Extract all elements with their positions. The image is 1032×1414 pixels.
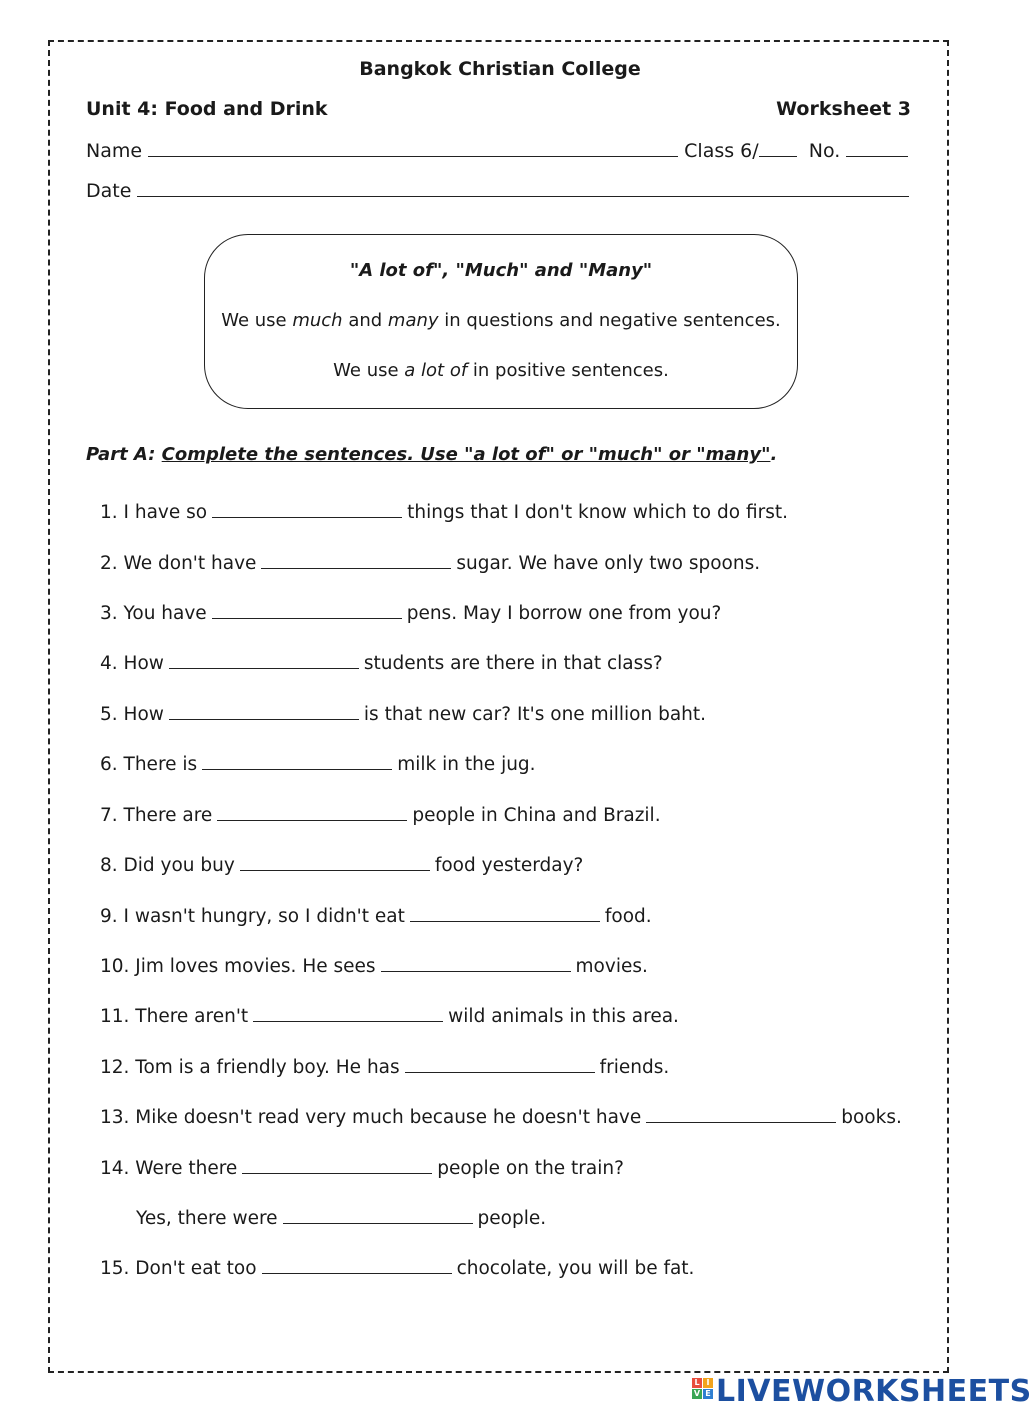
answer-blank[interactable]: [212, 601, 402, 619]
question-row: [100, 1256, 694, 1279]
badge-letter: E: [703, 1389, 713, 1399]
question-text-before: 13. Mike doesn't read very much because he doesn't have: [100, 1107, 642, 1128]
question-text-before: 3. You have: [100, 603, 207, 624]
question-row: [136, 1206, 546, 1229]
question-text-after: is that new car? It's one million baht.: [363, 704, 707, 725]
question-text-after: friends.: [599, 1057, 670, 1078]
question-row: [100, 1055, 669, 1078]
answer-blank[interactable]: [405, 1055, 595, 1073]
rule-keyword-a-lot-of: a lot of: [404, 360, 468, 381]
answer-blank[interactable]: [262, 1256, 452, 1274]
answer-blank[interactable]: [212, 500, 402, 518]
school-name: Bangkok Christian College: [359, 58, 641, 80]
question-text-after: people in China and Brazil.: [412, 805, 661, 826]
question-text-after: chocolate, you will be fat.: [456, 1258, 695, 1279]
rule-text: in positive sentences.: [467, 360, 669, 381]
name-row: [86, 138, 908, 162]
question-text-before: 14. Were there: [100, 1158, 238, 1179]
rule-text: and: [342, 310, 388, 331]
question-text-before: 11. There aren't: [100, 1006, 249, 1027]
name-field[interactable]: [148, 138, 678, 157]
rule-text: in questions and negative sentences.: [438, 310, 781, 331]
answer-blank[interactable]: [240, 853, 430, 871]
class-field[interactable]: [759, 138, 797, 157]
question-row: [100, 752, 536, 775]
question-text-after: wild animals in this area.: [448, 1006, 679, 1027]
question-row: [100, 601, 721, 624]
class-label: Class 6/: [684, 140, 759, 162]
question-row: [100, 803, 661, 826]
question-text-before: 7. There are: [100, 805, 213, 826]
question-row: [100, 1156, 624, 1179]
question-row: [100, 1004, 679, 1027]
question-text-before: 6. There is: [100, 754, 198, 775]
question-text-before: 8. Did you buy: [100, 855, 235, 876]
question-row: [100, 551, 760, 574]
answer-blank[interactable]: [217, 803, 407, 821]
question-text-before: 10. Jim loves movies. He sees: [100, 956, 376, 977]
question-row: [100, 904, 652, 927]
question-text-after: milk in the jug.: [397, 754, 536, 775]
part-a-instruction: Complete the sentences. Use "a lot of" or "much" or "many": [161, 444, 771, 465]
question-text-after: food.: [604, 906, 652, 927]
question-row: [100, 651, 663, 674]
question-row: [100, 702, 706, 725]
answer-blank[interactable]: [169, 702, 359, 720]
question-text-after: students are there in that class?: [363, 653, 663, 674]
date-row: [86, 178, 909, 202]
unit-title: Unit 4: Food and Drink: [86, 98, 328, 120]
question-text-before: Yes, there were: [136, 1208, 278, 1229]
badge-letter: L: [692, 1378, 702, 1388]
no-field[interactable]: [846, 138, 908, 157]
question-row: [100, 954, 648, 977]
answer-blank[interactable]: [242, 1156, 432, 1174]
question-text-after: pens. May I borrow one from you?: [406, 603, 722, 624]
question-row: [100, 853, 583, 876]
question-text-after: sugar. We have only two spoons.: [456, 553, 761, 574]
badge-letter: V: [693, 1389, 701, 1398]
date-field[interactable]: [137, 178, 909, 197]
question-text-before: 9. I wasn't hungry, so I didn't eat: [100, 906, 405, 927]
question-text-after: people on the train?: [437, 1158, 624, 1179]
question-text-after: people.: [477, 1208, 547, 1229]
question-text-after: food yesterday?: [434, 855, 584, 876]
question-row: [100, 1105, 902, 1128]
question-text-after: things that I don't know which to do first.: [407, 502, 788, 523]
answer-blank[interactable]: [253, 1004, 443, 1022]
question-text-before: 4. How: [100, 653, 164, 674]
watermark-text: LIVEWORKSHEETS: [716, 1374, 1032, 1409]
question-text-before: 12. Tom is a friendly boy. He has: [100, 1057, 400, 1078]
part-a-period: .: [770, 444, 778, 465]
no-label: No.: [808, 140, 841, 162]
name-label: Name: [86, 140, 143, 162]
worksheet-number: Worksheet 3: [776, 98, 911, 120]
answer-blank[interactable]: [381, 954, 571, 972]
part-a-heading: [86, 444, 777, 465]
rule-text: We use: [333, 360, 405, 381]
question-row: [100, 500, 788, 523]
grammar-rule-box: [204, 234, 798, 409]
rule-text: We use: [221, 310, 293, 331]
answer-blank[interactable]: [169, 651, 359, 669]
question-text-before: 1. I have so: [100, 502, 208, 523]
rule-line-1: [205, 310, 797, 331]
question-text-after: books.: [841, 1107, 902, 1128]
rule-keyword-many: many: [387, 310, 439, 331]
answer-blank[interactable]: [410, 904, 600, 922]
rule-title: "A lot of", "Much" and "Many": [349, 260, 653, 281]
answer-blank[interactable]: [202, 752, 392, 770]
answer-blank[interactable]: [261, 551, 451, 569]
question-text-after: movies.: [575, 956, 648, 977]
question-text-before: 2. We don't have: [100, 553, 257, 574]
answer-blank[interactable]: [283, 1206, 473, 1224]
date-label: Date: [86, 180, 132, 202]
question-text-before: 5. How: [100, 704, 164, 725]
question-text-before: 15. Don't eat too: [100, 1258, 257, 1279]
rule-line-2: [205, 360, 797, 381]
answer-blank[interactable]: [646, 1105, 836, 1123]
badge-letter: I: [703, 1378, 713, 1388]
rule-keyword-much: much: [292, 310, 343, 331]
part-a-label: Part A:: [86, 444, 162, 465]
